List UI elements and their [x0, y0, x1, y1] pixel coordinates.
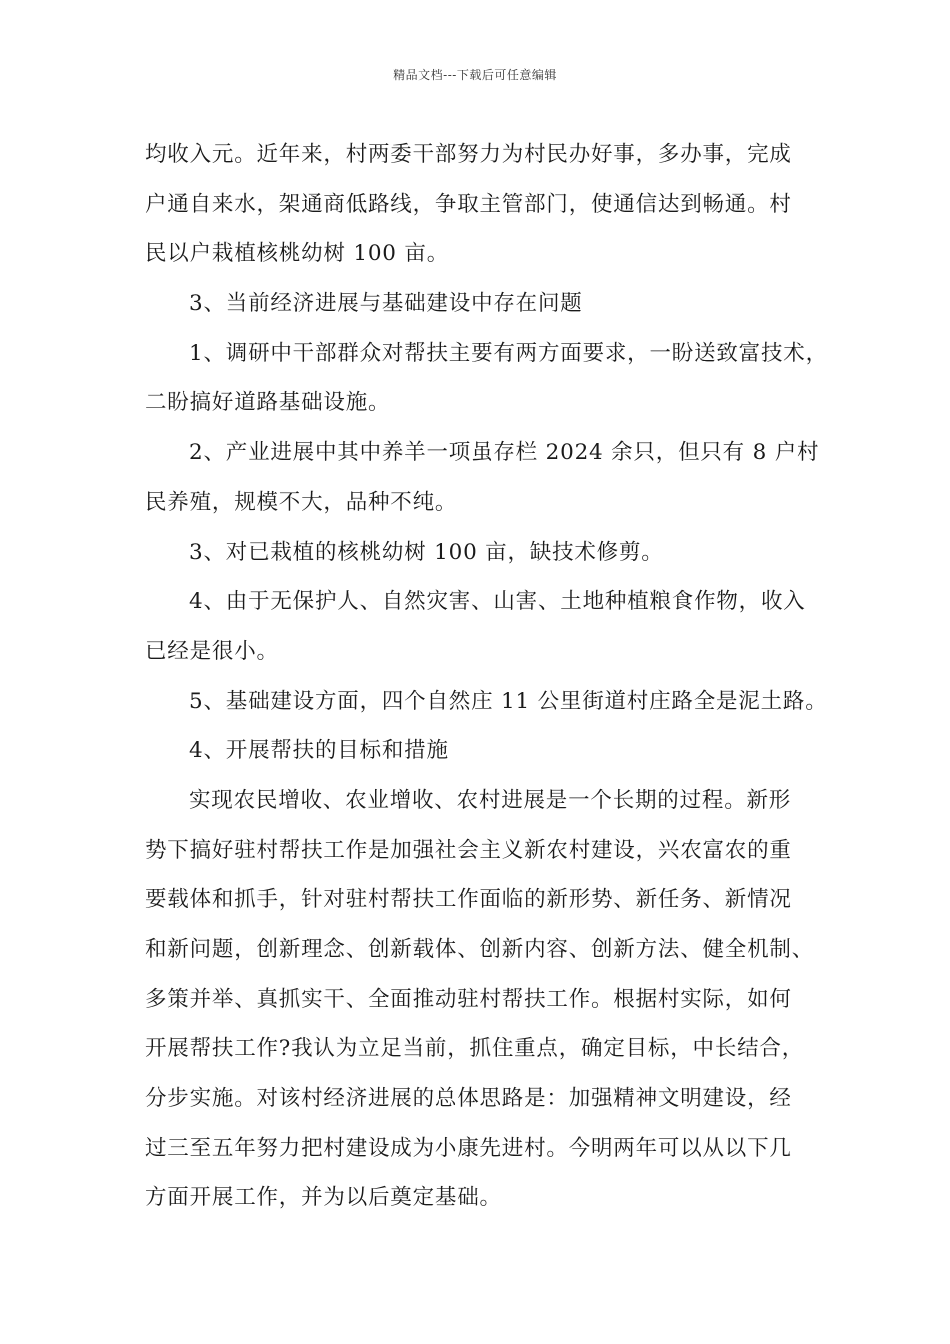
text-line: 3、当前经济进展与基础建设中存在问题 — [189, 291, 583, 317]
text-line: 势下搞好驻村帮扶工作是加强社会主义新农村建设，兴农富农的重 — [145, 837, 792, 863]
text-line: 要载体和抓手，针对驻村帮扶工作面临的新形势、新任务、新情况 — [145, 887, 792, 913]
text-line: 3、对已栽植的核桃幼树 100 亩，缺技术修剪。 — [189, 539, 664, 565]
text-line: 开展帮扶工作?我认为立足当前，抓住重点，确定目标，中长结合， — [145, 1036, 805, 1062]
text-line: 民以户栽植核桃幼树 100 亩。 — [145, 241, 450, 267]
text-line: 多策并举、真抓实干、全面推动驻村帮扶工作。根据村实际，如何 — [145, 986, 792, 1012]
text-line: 和新问题，创新理念、创新载体、创新内容、创新方法、健全机制、 — [145, 937, 815, 962]
text-line: 分步实施。对该村经济进展的总体思路是：加强精神文明建设，经 — [145, 1086, 792, 1112]
text-line: 已经是很小。 — [145, 638, 279, 664]
text-line: 均收入元。近年来，村两委干部努力为村民办好事，多办事，完成 — [145, 142, 792, 167]
text-line: 方面开展工作，并为以后奠定基础。 — [145, 1185, 502, 1211]
page-header: 精品文档---下载后可任意编辑 — [393, 68, 557, 82]
text-line: 5、基础建设方面，四个自然庄 11 公里街道村庄路全是泥土路。 — [189, 688, 828, 714]
text-line: 1、调研中干部群众对帮扶主要有两方面要求，一盼送致富技术， — [189, 340, 828, 366]
text-line: 4、由于无保护人、自然灾害、山害、土地种植粮食作物，收入 — [189, 589, 806, 615]
text-line: 户通自来水，架通商低路线，争取主管部门，使通信达到畅通。村 — [145, 191, 792, 217]
document-body — [145, 130, 828, 1223]
text-line: 过三至五年努力把村建设成为小康先进村。今明两年可以从以下几 — [145, 1135, 792, 1161]
text-line: 二盼搞好道路基础设施。 — [145, 390, 391, 416]
text-line: 4、开展帮扶的目标和措施 — [189, 738, 449, 764]
text-line: 2、产业进展中其中养羊一项虽存栏 2024 余只，但只有 8 户村 — [189, 440, 820, 466]
text-line: 实现农民增收、农业增收、农村进展是一个长期的过程。新形 — [189, 787, 792, 813]
text-line: 民养殖，规模不大，品种不纯。 — [145, 489, 458, 515]
